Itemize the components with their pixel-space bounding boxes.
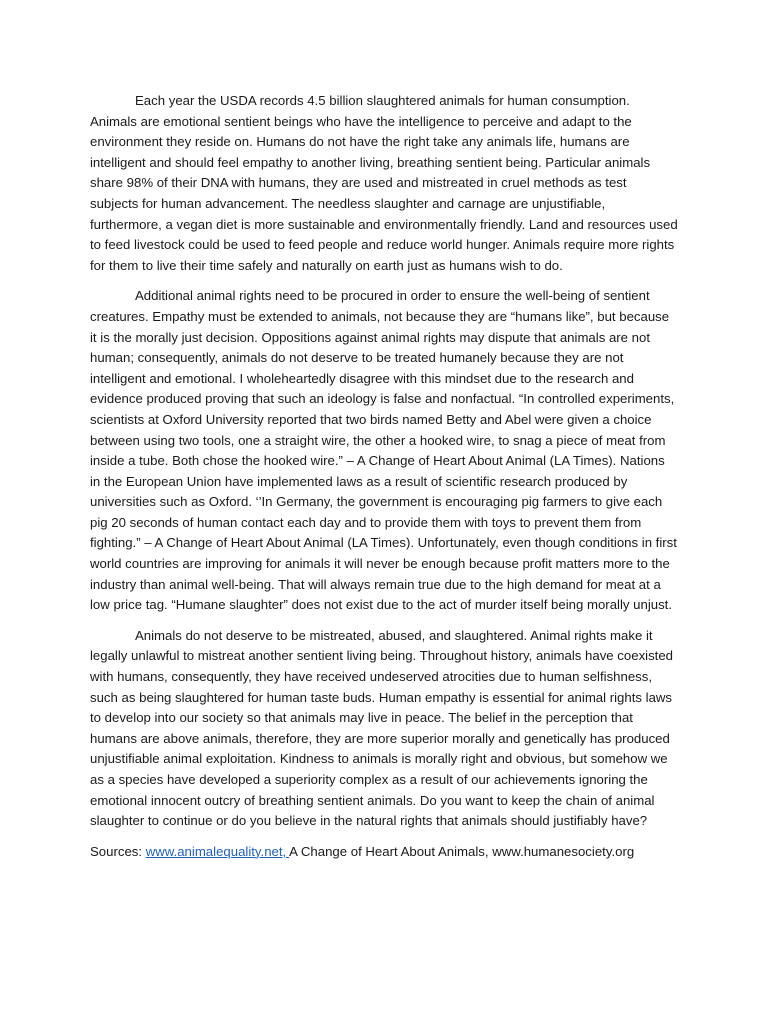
document-body [90,91,678,862]
animalequality-link[interactable]: www.animalequality.net, [145,843,290,859]
paragraph-1: Each year the USDA records 4.5 billion slaughtered animals for human consumption. Animals are emotional sentient beings who have the intelligence to perceive and adapt to the environment they reside on. Humans do not have the right take any animals life, humans are intelligent and should feel empathy to another living, breathing sentient being. Particular animals share 98% of their DNA with humans, they are used and mistreated in cruel methods as test subjects for human advancement. The needless slaughter and carnage are unjustifiable, furthermore, a vegan diet is more sustainable and environmentally friendly. Land and resources used to feed livestock could be used to feed people and reduce world hunger. Animals require more rights for them to live their time safely and naturally on earth just as humans wish to do. [90,93,678,273]
paragraph-3: Animals do not deserve to be mistreated, abused, and slaughtered. Animal rights make it legally unlawful to mistreat another sentient living being. Throughout history, animals have coexisted with humans, consequently, they have received undeserved atrocities due to human selfishness, such as being slaughtered for human taste buds. Human empathy is essential for animal rights laws to develop into our society so that animals may live in peace. The belief in the perception that humans are above animals, therefore, they are more superior morally and genetically has produced unjustifiable animal exploitation. Kindness to animals is morally right and obvious, but somehow we as a species have developed a superiority complex as a result of our achievements ignoring the emotional innocent outcry of breathing sentient animals. Do you want to keep the chain of animal slaughter to continue or do you believe in the natural rights that animals should justifiably have? [90,627,674,829]
sources-rest: A Change of Heart About Animals, www.humanesociety.org [289,843,635,859]
paragraph-2: Additional animal rights need to be procured in order to ensure the well-being of sentient creatures. Empathy must be extended to animals, not because they are “humans like”, but because it is the morally just decision. Oppositions against animal rights may dispute that animals are not human; consequently, animals do not deserve to be treated humanely because they are not intelligent and emotional. I wholeheartedly disagree with this mindset due to the research and evidence produced proving that such an ideology is false and nonfactual. “In controlled experiments, scientists at Oxford University reported that two birds named Betty and Abel were given a choice between using two tools, one a straight wire, the other a hooked wire, to snag a piece of meat from inside a tube. Both chose the hooked wire.” – A Change of Heart About Animal (LA Times). Nations in the European Union have implemented laws as a result of scientific research produced by universities such as Oxford. ‘’In Germany, the government is encouraging pig farmers to give each pig 20 seconds of human contact each day and to provide them with toys to prevent them from fighting.” – A Change of Heart About Animal (LA Times). Unfortunately, even though conditions in first world countries are improving for animals it will never be enough because profit matters more to the industry than animal well-being. That will always remain true due to the high demand for meat at a low price tag. “Humane slaughter” does not exist due to the act of murder itself being morally unjust. [90,288,677,613]
sources-line [90,842,678,863]
sources-label: Sources: [90,843,146,859]
